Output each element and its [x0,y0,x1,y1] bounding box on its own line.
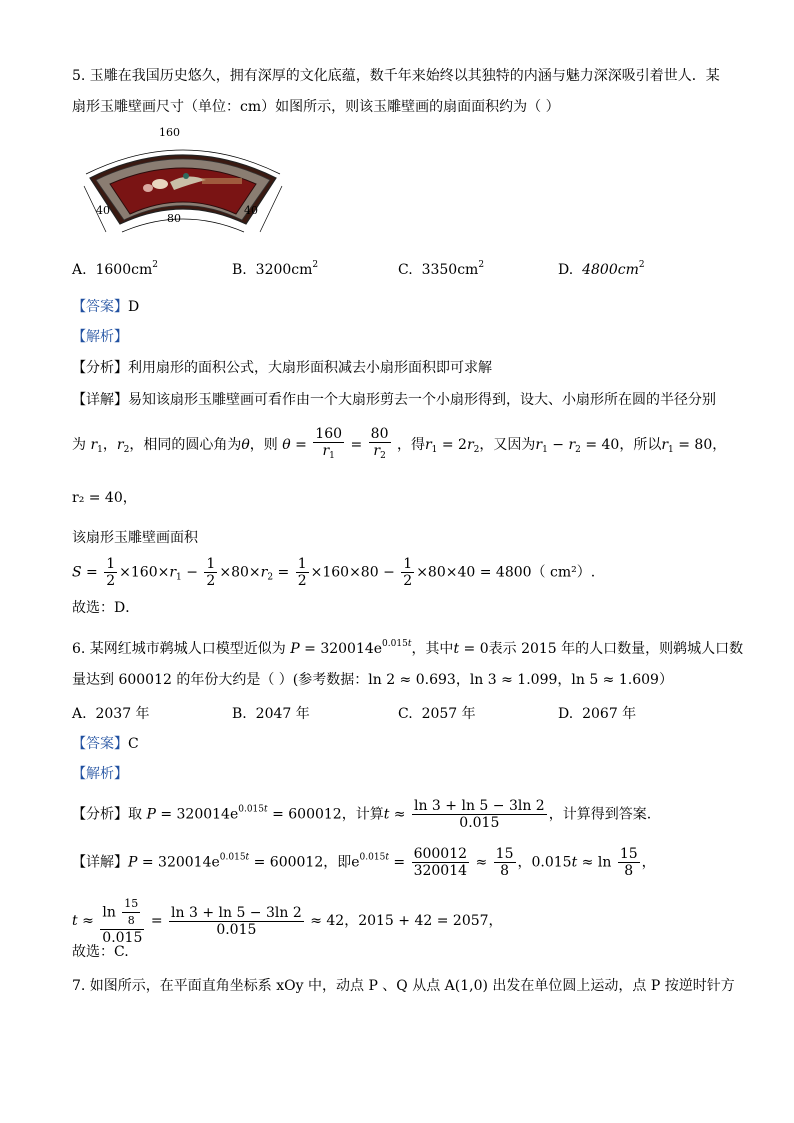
q6-choose: 故选：C. [72,944,129,960]
q6-option-b: B. 2047 年 [232,706,310,722]
q5-option-a: A. $1600cm^2$ [72,260,158,278]
q5-choose: 故选：D． [72,600,140,616]
q6-option-c: C. 2057 年 [398,706,476,722]
q5-detail-line3: r₂ = 40， [72,490,137,506]
q5-stem-line2: 扇形玉雕壁画尺寸（单位：cm）如图所示，则该玉雕壁画的扇面面积约为（ ） [72,99,560,115]
q5-area-intro: 该扇形玉雕壁画面积 [72,530,198,546]
q5-option-d: D. $4800cm^2$ [558,260,645,278]
q5-area-formula: S = $\frac{1}{2}$ $\times 160\times r_1$ − $\frac{1}{2}$ $\times 80\times r_2$ = $\frac{1}{2}$ ×160×80 − $\frac{1}{2}$ ×80×40 = 4800（ cm²）. [72,556,596,589]
q5-answer: 【答案】D [72,299,140,315]
q6-stem-line1: 6. 某网红城市鹈城人口模型近似为 $P = 320014e^{0.015t}$，其中t = 0表示 2015 年的人口数量，则鹈城人口数 [72,639,744,657]
q5-option-c: C. $3350cm^2$ [398,260,485,278]
q6-analysis-tag: 【解析】 [72,766,128,782]
q6-result: t ≈ ln $\frac{15}{8}$ 0.015 = $\frac{\ln 3 + \ln 5 - 3\ln 2}{0.015}$ ≈ 42，2015 + 42 = 2057， [72,897,503,946]
q5-detail-line2: 为 $r_1$，$r_2$，相同的圆心角为θ，则 θ = $\frac{160}{r_1}$ = $\frac{80}{r_2}$ ，得$r_1 = 2r_2$，又因为$r_1 - r_2 = 40$，所以$r_1 = 80$， [72,426,727,461]
q6-stem-line2: 量达到 600012 的年份大约是（ ）(参考数据：ln 2 ≈ 0.693，ln 3 ≈ 1.099，ln 5 ≈ 1.609） [72,672,673,688]
fig-label-right: 40 [244,204,258,217]
q5-stem-line1: 5. 玉雕在我国历史悠久，拥有深厚的文化底蕴，数千年来始终以其独特的内涵与魅力深深吸引着世人．某 [72,68,720,84]
q5-option-b: B. $3200cm^2$ [232,260,319,278]
q7-stem: 7. 如图所示，在平面直角坐标系 xOy 中，动点 P 、Q 从点 A(1,0) 出发在单位圆上运动，点 P 按逆时针方 [72,978,735,994]
q6-fenxi: 【分析】取 $P = 320014e^{0.015t} = 600012$，计算t ≈ $\frac{\ln 3 + \ln 5 - 3\ln 2}{0.015}$ ，计算得到答案. [72,798,652,831]
q6-answer: 【答案】C [72,736,139,752]
q5-detail-line1: 【详解】易知该扇形玉雕壁画可看作由一个大扇形剪去一个小扇形得到，设大、小扇形所在圆的半径分别 [72,392,716,408]
fig-label-bottom: 80 [167,212,181,225]
fig-label-top: 160 [159,126,180,139]
q6-option-d: D. 2067 年 [558,706,637,722]
q6-detail: 【详解】$P = 320014e^{0.015t} = 600012$，即$e^{0.015t}$ = $\frac{600012}{320014}$ ≈ $\frac{15}{8}$ ，0.015t ≈ ln $\frac{15}{8}$ ， [72,846,656,879]
fan-jade-carving-figure [78,128,288,236]
q5-analysis-tag: 【解析】 [72,329,128,345]
q5-fenxi: 【分析】利用扇形的面积公式，大扇形面积减去小扇形面积即可求解 [72,360,492,376]
q6-option-a: A. 2037 年 [72,706,150,722]
fig-label-left: 40 [96,204,110,217]
